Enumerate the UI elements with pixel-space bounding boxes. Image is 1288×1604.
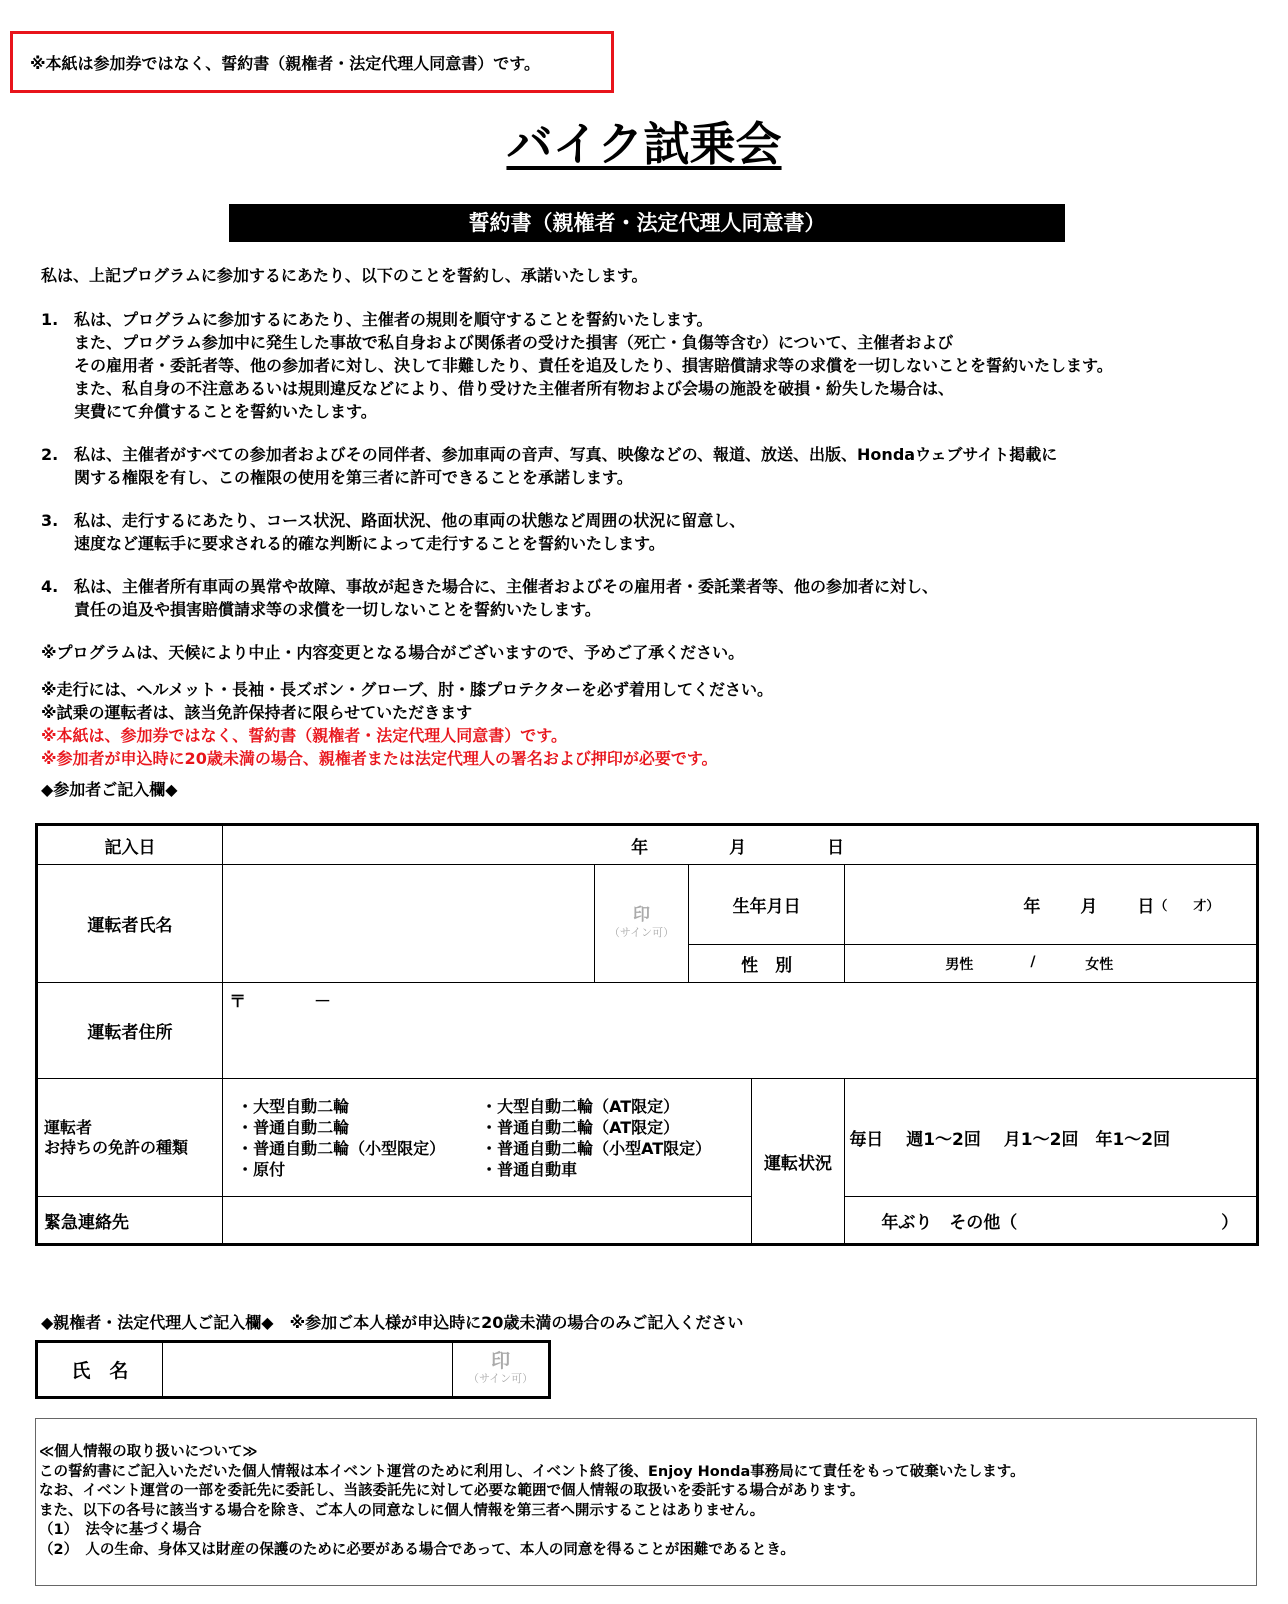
female-option[interactable]: 女性 xyxy=(1085,956,1114,973)
guardian-name-label: 氏 名 xyxy=(37,1342,163,1398)
male-option[interactable]: 男性 xyxy=(945,956,974,973)
clause-1 xyxy=(41,308,1271,423)
clause-4 xyxy=(41,575,1271,621)
guardian-name-field[interactable] xyxy=(162,1342,452,1398)
guardian-seal-mark: 印 xyxy=(491,1349,511,1372)
guardian-form xyxy=(35,1340,551,1399)
month-label: 月 xyxy=(729,837,747,858)
clause-line: 私は、主催者がすべての参加者およびその同伴者、参加車両の音声、写真、映像などの、報道、放送、出版、Hondaウェブサイト掲載に xyxy=(74,445,1058,464)
clause-3 xyxy=(41,509,1271,555)
page-title: バイク試乗会 xyxy=(506,117,782,171)
clause-2 xyxy=(41,443,1271,489)
clause-line: 関する権限を有し、この権限の使用を第三者に許可できることを承諾します。 xyxy=(74,468,633,487)
license-option[interactable]: ・普通自動二輪（小型AT限定） xyxy=(481,1138,712,1158)
birth-day-label: 日 xyxy=(1137,897,1155,917)
clause-line: また、私自身の不注意あるいは規則違反などにより、借り受けた主催者所有物および会場の施設を破損・紛失した場合は、 xyxy=(74,379,955,398)
notice-text: ※本紙は参加券ではなく、誓約書（親権者・法定代理人同意書）です。 xyxy=(30,53,540,73)
clause-number: 4. xyxy=(41,577,59,596)
driving-status-label: 運転状況 xyxy=(751,1079,845,1245)
gender-label: 性 別 xyxy=(688,945,844,983)
note-gear: ※走行には、ヘルメット・長袖・長ズボン・グローブ、肘・膝プロテクターを必ず着用してください。 xyxy=(41,680,774,699)
note-red-not-ticket: ※本紙は、参加券ではなく、誓約書（親権者・法定代理人同意書）です。 xyxy=(41,726,567,745)
emergency-contact-field[interactable] xyxy=(223,1197,752,1245)
participant-section-title: ◆参加者ご記入欄◆ xyxy=(41,780,178,799)
license-options[interactable] xyxy=(223,1079,752,1197)
day-label: 日 xyxy=(827,837,845,858)
emergency-contact-label: 緊急連絡先 xyxy=(37,1197,223,1245)
privacy-line: この誓約書にご記入いただいた個人情報は本イベント運営のために利用し、イベント終了後、Enjoy Honda事務局にて責任をもって破棄いたします。 xyxy=(39,1463,1025,1480)
clause-line: 私は、走行するにあたり、コース状況、路面状況、他の車両の状態など周囲の状況に留意し、 xyxy=(74,511,746,530)
clause-line: 実費にて弁償することを誓約いたします。 xyxy=(74,402,377,421)
license-option[interactable]: ・普通自動二輪 xyxy=(237,1117,350,1137)
clause-line: 私は、主催者所有車両の異常や故障、事故が起きた場合に、主催者およびその雇用者・委託業者等、他の参加者に対し、 xyxy=(74,577,939,596)
notice-box xyxy=(10,31,614,93)
address-label: 運転者住所 xyxy=(37,983,223,1079)
year-label: 年 xyxy=(631,837,649,858)
address-field[interactable] xyxy=(223,983,1258,1079)
license-option[interactable]: ・原付 xyxy=(237,1159,286,1179)
privacy-heading: ≪個人情報の取り扱いについて≫ xyxy=(39,1444,258,1460)
license-option[interactable]: ・普通自動車 xyxy=(481,1159,578,1179)
date-field[interactable] xyxy=(223,825,1258,865)
clause-line: また、プログラム参加中に発生した事故で私自身および関係者の受けた損害（死亡・負傷等含む）について、主催者および xyxy=(74,333,954,352)
frequency-options[interactable]: 毎日 週1～2回 月1～2回 年1～2回 xyxy=(845,1079,1258,1197)
seal-mark: 印 xyxy=(632,904,650,925)
pledge-body xyxy=(41,264,1271,770)
participant-form xyxy=(35,823,1259,1246)
license-option[interactable]: ・普通自動二輪（小型限定） xyxy=(237,1138,446,1158)
birth-year-label: 年 xyxy=(1023,897,1041,917)
clause-number: 1. xyxy=(41,310,59,329)
birthdate-label: 生年月日 xyxy=(688,865,844,945)
clause-line: その雇用者・委託者等、他の参加者に対し、決して非難したり、責任を追及したり、損害賠償請求等の求償を一切しないことを誓約いたします。 xyxy=(74,356,1113,375)
note-weather: ※プログラムは、天候により中止・内容変更となる場合がございますので、予めご了承ください。 xyxy=(41,643,745,662)
license-label xyxy=(37,1079,223,1197)
license-label-line1: 運転者 xyxy=(44,1117,93,1137)
seal-sub: （サイン可） xyxy=(608,925,675,939)
guardian-section-title: ◆親権者・法定代理人ご記入欄◆ ※参加ご本人様が申込時に20歳未満の場合のみご記入ください xyxy=(41,1313,744,1332)
clause-line: 速度など運転手に要求される的確な判断によって走行することを誓約いたします。 xyxy=(74,534,665,553)
gender-field[interactable] xyxy=(845,945,1258,983)
privacy-line: （1） 法令に基づく場合 xyxy=(39,1522,202,1538)
license-label-line2: お持ちの免許の種類 xyxy=(44,1137,189,1157)
birth-month-label: 月 xyxy=(1080,897,1098,917)
license-option[interactable]: ・大型自動二輪 xyxy=(237,1096,350,1116)
privacy-line: また、以下の各号に該当する場合を除き、ご本人の同意なしに個人情報を第三者へ開示することはありません。 xyxy=(39,1502,765,1519)
privacy-line: （2） 人の生命、身体又は財産の保護のために必要がある場合であって、本人の同意を得ることが困難であるとき。 xyxy=(39,1541,795,1558)
guardian-seal-sub: （サイン可） xyxy=(467,1371,534,1385)
license-option[interactable]: ・大型自動二輪（AT限定） xyxy=(481,1096,680,1116)
date-label: 記入日 xyxy=(37,825,223,865)
note-red-guardian: ※参加者が申込時に20歳未満の場合、親権者または法定代理人の署名および押印が必要です。 xyxy=(41,749,718,768)
seal-box[interactable] xyxy=(595,865,689,983)
driver-name-field[interactable] xyxy=(223,865,595,983)
clause-number: 3. xyxy=(41,511,59,530)
guardian-seal-box[interactable] xyxy=(453,1342,550,1398)
driver-name-label: 運転者氏名 xyxy=(37,865,223,983)
years-since-field[interactable]: 年ぶり その他（ ） xyxy=(845,1197,1258,1245)
birthdate-field[interactable] xyxy=(845,865,1258,945)
postal-mark: 〒 － xyxy=(229,992,332,1012)
privacy-notice xyxy=(35,1418,1257,1586)
clause-line: 責任の追及や損害賠償請求等の求償を一切しないことを誓約いたします。 xyxy=(74,600,601,619)
clause-line: 私は、プログラムに参加するにあたり、主催者の規則を順守することを誓約いたします。 xyxy=(74,310,713,329)
page-title-wrap xyxy=(0,108,1288,174)
clause-number: 2. xyxy=(41,445,59,464)
license-option[interactable]: ・普通自動二輪（AT限定） xyxy=(481,1117,680,1137)
intro-text: 私は、上記プログラムに参加するにあたり、以下のことを誓約し、承諾いたします。 xyxy=(41,266,648,285)
pledge-banner: 誓約書（親権者・法定代理人同意書） xyxy=(229,204,1065,242)
privacy-line: なお、イベント運営の一部を委託先に委託し、当該委託先に対して必要な範囲で個人情報の取扱いを委託する場合があります。 xyxy=(39,1483,865,1499)
gender-slash: / xyxy=(1030,953,1036,970)
age-suffix: （ 才） xyxy=(1154,899,1220,914)
note-license: ※試乗の運転者は、該当免許保持者に限らせていただきます xyxy=(41,703,473,722)
